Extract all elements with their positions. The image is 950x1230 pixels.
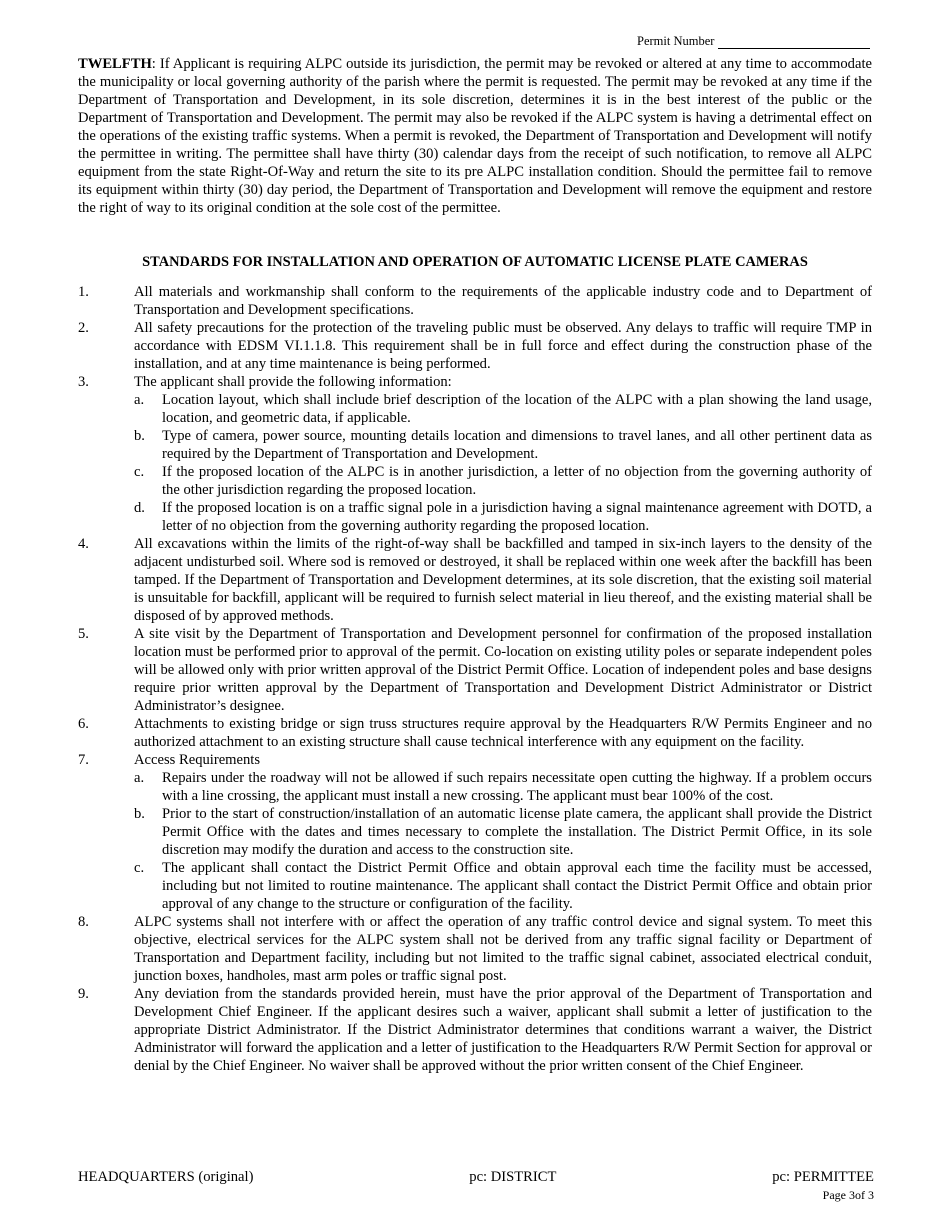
sub-item-letter: a. [134, 770, 145, 786]
document-body [78, 55, 872, 1075]
list-item [78, 319, 872, 373]
twelfth-paragraph [78, 55, 872, 217]
list-item-number: 2. [78, 320, 89, 336]
list-item [78, 373, 872, 391]
sub-item-letter: d. [134, 500, 145, 516]
list-item-text: All safety precautions for the protection of the traveling public must be observed. Any delays to traffic will require TMP in accordance with EDSM VI.1.1.8. This requirement shall be in full force and effect during the construction phase of the installation, and at any time maintenance is being performed. [134, 320, 872, 372]
footer [78, 1168, 874, 1186]
list-item-text: Any deviation from the standards provided herein, must have the prior approval of the Department of Transportation and Development Chief Engineer. If the applicant desires such a waiver, applicant shall submit a letter of justification to the appropriate District Administrator. If the District Administrator determines that conditions warrant a waiver, the District Administrator will forward the application and a letter of justification to the Headquarters R/W Permit Section for approval or denial by the Chief Engineer. No waiver shall be approved without the prior written consent of the Chief Engineer. [134, 986, 872, 1074]
standards-list [78, 283, 872, 1075]
sub-item-text: The applicant shall contact the District Permit Office and obtain approval each time the facility must be accessed, including but not limited to routine maintenance. The applicant shall contact the District Permit Office and obtain prior approval of any change to the structure or configuration of the facility. [162, 860, 872, 912]
sub-item-letter: c. [134, 464, 145, 480]
sub-item-text: Prior to the start of construction/installation of an automatic license plate camera, the applicant shall provide the District Permit Office with the dates and times necessary to complete the installation. The District Permit Office, in its sole discretion may modify the duration and access to the construction site. [162, 806, 872, 858]
list-item-number: 8. [78, 914, 89, 930]
list-item [78, 535, 872, 625]
sub-item [134, 859, 872, 913]
permit-number [637, 33, 870, 49]
sub-item [134, 499, 872, 535]
list-item [78, 715, 872, 751]
list-item-text: The applicant shall provide the following information: [134, 374, 452, 390]
list-item-number: 6. [78, 716, 89, 732]
permit-number-label: Permit Number [637, 34, 715, 48]
footer-permittee: pc: PERMITTEE [772, 1169, 874, 1185]
list-item [78, 985, 872, 1075]
list-item-number: 1. [78, 284, 89, 300]
sub-item-text: Location layout, which shall include brief description of the location of the ALPC with a plan showing the land usage, location, and geometric data, if applicable. [162, 392, 872, 426]
footer-district: pc: DISTRICT [469, 1169, 557, 1185]
sub-item-text: If the proposed location is on a traffic signal pole in a jurisdiction having a signal maintenance agreement with DOTD, a letter of no objection from the governing authority regarding the proposed location. [162, 500, 872, 534]
list-item-text: Attachments to existing bridge or sign truss structures require approval by the Headquarters R/W Permits Engineer and no authorized attachment to an existing structure shall cause technical interference with any equipment on the facility. [134, 716, 872, 750]
sub-item [134, 463, 872, 499]
sub-item-letter: b. [134, 806, 145, 822]
twelfth-lead: TWELFTH [78, 56, 152, 72]
sub-item-letter: c. [134, 860, 145, 876]
standards-heading: STANDARDS FOR INSTALLATION AND OPERATION OF AUTOMATIC LICENSE PLATE CAMERAS [142, 254, 808, 270]
list-item [78, 283, 872, 319]
sub-item-text: If the proposed location of the ALPC is in another jurisdiction, a letter of no objection from the governing authority of the other jurisdiction regarding the proposed location. [162, 464, 872, 498]
list-item-number: 4. [78, 536, 89, 552]
list-item [78, 913, 872, 985]
sub-item-letter: a. [134, 392, 145, 408]
sub-item [134, 805, 872, 859]
list-item [78, 751, 872, 769]
page-number: Page 3of 3 [822, 1188, 874, 1202]
list-item-text: Access Requirements [134, 752, 261, 768]
twelfth-text: : If Applicant is requiring ALPC outside its jurisdiction, the permit may be revoked or altered at any time to accommodate the municipality or local governing authority of the parish where the permit is requested. The permit may be revoked at any time if the Department of Transportation and Development, in its sole discretion, determines it is in the best interest of the public or the Department of Transportation and Development. The permit may also be revoked if the ALPC system is having a detrimental effect on the operations of the existing traffic systems. When a permit is revoked, the Department of Transportation and Development will notify the permittee in writing. The permittee shall have thirty (30) calendar days from the receipt of such notification, to remove all ALPC equipment from the state Right-Of-Way and return the site to its pre ALPC installation condition. Should the permittee fail to remove its equipment within thirty (30) day period, the Department of Transportation and Development will remove the equipment and restore the right of way to its original condition at the sole cost of the permittee. [78, 56, 872, 216]
sub-item [134, 769, 872, 805]
sub-item [134, 391, 872, 427]
footer-headquarters: HEADQUARTERS (original) [78, 1169, 254, 1185]
list-item-text: All materials and workmanship shall conform to the requirements of the applicable industry code and to Department of Transportation and Development specifications. [134, 284, 872, 318]
sub-item [134, 427, 872, 463]
list-item-number: 5. [78, 626, 89, 642]
sub-item-letter: b. [134, 428, 145, 444]
permit-number-blank [718, 35, 870, 49]
list-item-number: 7. [78, 752, 89, 768]
list-item-text: All excavations within the limits of the right-of-way shall be backfilled and tamped in six-inch layers to the density of the adjacent undisturbed soil. Where sod is removed or destroyed, it shall be replaced within one week after the backfill has been tamped. If the Department of Transportation and Development determines, at its sole discretion, that the existing soil material is unsuitable for backfill, applicant will be required to furnish select material in lieu thereof, and the existing material shall be disposed of by approved methods. [134, 536, 872, 624]
list-item-text: ALPC systems shall not interfere with or affect the operation of any traffic control device and signal system. To meet this objective, electrical services for the ALPC system shall not be derived from any traffic signal facility or Department of Transportation and Department facility, including but not limited to the traffic signal cabinet, associated electrical conduit, junction boxes, handholes, mast arm poles or traffic signal post. [134, 914, 872, 984]
list-item-number: 9. [78, 986, 89, 1002]
list-item [78, 625, 872, 715]
sub-item-text: Repairs under the roadway will not be allowed if such repairs necessitate open cutting the highway. If a problem occurs with a line crossing, the applicant must install a new crossing. The applicant must bear 100% of the cost. [162, 770, 872, 804]
sub-item-text: Type of camera, power source, mounting details location and dimensions to travel lanes, and all other pertinent data as required by the Department of Transportation and Development. [162, 428, 872, 462]
list-item-number: 3. [78, 374, 89, 390]
list-item-text: A site visit by the Department of Transportation and Development personnel for confirmation of the proposed installation location must be performed prior to approval of the permit. Co-location on existing utility poles or separate independent poles will be allowed only with prior written approval of the District Permit Office. Location of independent poles and base designs require prior written approval by the Department of Transportation and Development District Administrator or District Administrator’s designee. [134, 626, 872, 714]
